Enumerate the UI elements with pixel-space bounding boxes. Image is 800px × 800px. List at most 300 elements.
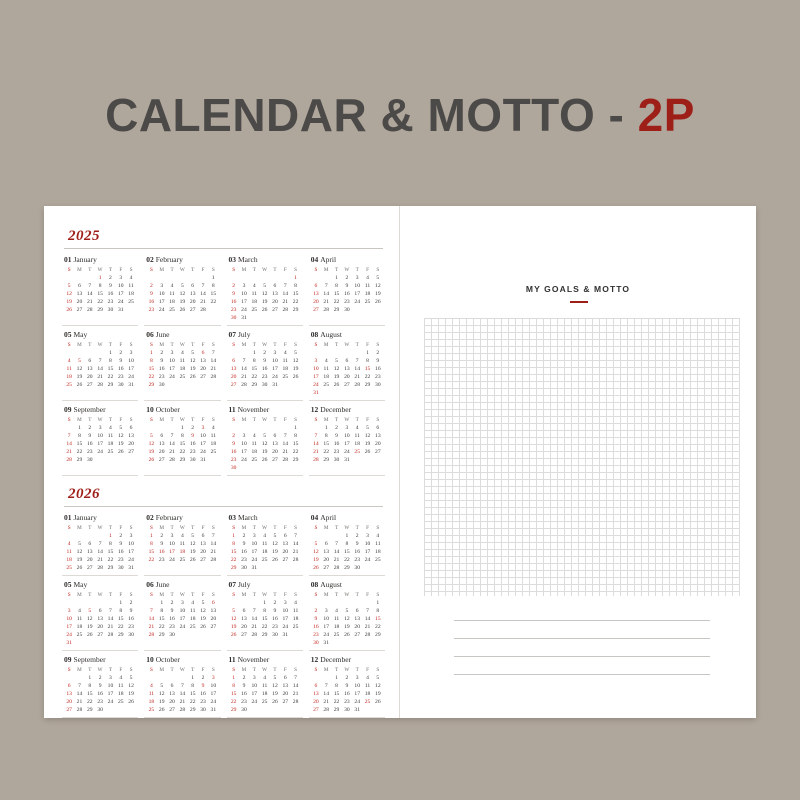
day-cell: 24 [169, 374, 175, 380]
day-cell: 4 [263, 675, 267, 681]
day-cell: 24 [200, 449, 206, 455]
day-cell: 4 [366, 675, 369, 681]
month-heading [64, 513, 136, 522]
day-cell: 17 [313, 374, 319, 380]
weekday-label: S [314, 267, 318, 273]
day-cell: 12 [313, 549, 319, 555]
day-cell: 17 [210, 691, 217, 697]
day-cell: 19 [313, 557, 319, 563]
day-blank [188, 274, 198, 282]
day-cell: 10 [169, 358, 175, 364]
day-cell: 17 [354, 691, 360, 697]
day-cell: 21 [323, 699, 330, 705]
day-cell: 8 [88, 683, 92, 689]
day-cell: 16 [148, 299, 155, 305]
day-cell: 19 [117, 441, 124, 447]
month-cell [144, 578, 220, 651]
day-blank [146, 274, 156, 282]
day-cell: 26 [272, 557, 278, 563]
day-blank [342, 349, 352, 357]
month-heading [146, 580, 218, 589]
month-number: 03 [228, 513, 236, 522]
day-cell: 5 [201, 600, 205, 606]
day-cell: 21 [241, 374, 247, 380]
month-heading [229, 655, 301, 664]
day-cell: 2 [242, 675, 246, 681]
weekday-label: S [129, 667, 133, 673]
page-title-accent: 2P [637, 89, 695, 141]
day-cell: 17 [107, 691, 114, 697]
weekday-label: F [366, 342, 369, 348]
day-cell: 27 [200, 374, 206, 380]
weekday-label: T [252, 592, 256, 598]
month-name: September [73, 655, 106, 664]
day-cell: 17 [241, 449, 247, 455]
day-cell: 6 [78, 283, 81, 289]
day-cell: 25 [128, 299, 134, 305]
day-cell: 16 [117, 549, 124, 555]
day-cell: 14 [200, 291, 206, 297]
day-cell: 30 [117, 382, 124, 388]
day-cell: 25 [333, 632, 340, 638]
day-cell: 25 [354, 449, 360, 455]
day-cell: 19 [230, 624, 237, 630]
day-cell: 4 [67, 358, 71, 364]
day-cell: 9 [273, 608, 277, 614]
day-cell: 22 [148, 557, 155, 563]
day-cell: 10 [179, 608, 186, 614]
day-cell: 21 [97, 557, 103, 563]
grid-writing-area[interactable] [424, 318, 740, 596]
day-cell: 18 [292, 616, 299, 622]
day-cell: 14 [241, 366, 247, 372]
day-cell: 19 [128, 691, 134, 697]
weekday-label: T [170, 342, 174, 348]
day-cell: 29 [107, 382, 114, 388]
day-cell: 17 [169, 366, 175, 372]
day-grid [311, 524, 383, 572]
day-cell: 2 [88, 425, 92, 431]
weekday-label: T [88, 417, 92, 423]
weekday-label: S [232, 417, 236, 423]
weekday-label: S [149, 267, 153, 273]
day-cell: 7 [211, 533, 215, 539]
day-cell: 1 [263, 600, 267, 606]
month-cell [62, 328, 138, 401]
day-cell: 27 [272, 457, 278, 463]
day-cell: 30 [261, 382, 268, 388]
day-cell: 31 [272, 382, 278, 388]
day-cell: 1 [232, 533, 236, 539]
day-cell: 21 [292, 691, 299, 697]
month-heading [146, 405, 218, 414]
day-cell: 9 [314, 616, 318, 622]
day-cell: 18 [210, 441, 217, 447]
day-blank [64, 599, 74, 607]
day-cell: 20 [189, 299, 196, 305]
note-line[interactable] [454, 638, 710, 639]
weekday-label: W [97, 267, 103, 273]
day-cell: 30 [189, 457, 196, 463]
month-cell [144, 511, 220, 576]
day-cell: 18 [189, 616, 196, 622]
day-cell: 11 [128, 283, 134, 289]
day-cell: 1 [294, 275, 297, 281]
weekday-label: S [294, 525, 298, 531]
day-cell: 26 [179, 307, 186, 313]
day-cell: 3 [242, 433, 246, 439]
month-cell [144, 328, 220, 401]
day-blank [280, 424, 290, 432]
day-cell: 17 [272, 366, 278, 372]
day-blank [362, 599, 372, 607]
weekday-label: S [294, 267, 298, 273]
day-cell: 18 [261, 549, 268, 555]
day-cell: 29 [323, 457, 330, 463]
day-cell: 21 [210, 549, 217, 555]
day-cell: 20 [158, 449, 165, 455]
day-grid [146, 524, 218, 564]
day-cell: 13 [313, 691, 319, 697]
day-cell: 5 [294, 350, 297, 356]
day-cell: 21 [364, 624, 371, 630]
day-cell: 27 [97, 632, 103, 638]
day-cell: 14 [76, 691, 83, 697]
day-cell: 29 [97, 307, 103, 313]
day-cell: 8 [211, 283, 215, 289]
month-name: February [155, 513, 183, 522]
day-cell: 23 [158, 374, 165, 380]
day-cell: 6 [376, 425, 380, 431]
day-cell: 14 [210, 358, 217, 364]
day-cell: 14 [107, 616, 114, 622]
day-cell: 23 [313, 632, 319, 638]
day-cell: 21 [282, 299, 289, 305]
day-cell: 2 [201, 675, 205, 681]
day-cell: 9 [376, 358, 380, 364]
weekday-label: M [77, 267, 82, 273]
day-cell: 4 [283, 350, 287, 356]
day-cell: 24 [179, 624, 186, 630]
day-cell: 9 [242, 541, 246, 547]
day-cell: 22 [97, 299, 103, 305]
day-cell: 23 [272, 624, 278, 630]
day-cell: 24 [128, 374, 134, 380]
weekday-label: S [294, 592, 298, 598]
day-cell: 24 [66, 632, 72, 638]
day-cell: 15 [148, 549, 155, 555]
day-cell: 17 [344, 441, 350, 447]
day-cell: 20 [97, 624, 103, 630]
day-cell: 20 [87, 557, 93, 563]
day-cell: 15 [261, 616, 268, 622]
day-cell: 25 [148, 707, 155, 713]
weekday-label: M [323, 592, 329, 598]
day-cell: 12 [344, 616, 350, 622]
day-cell: 17 [128, 366, 134, 372]
weekday-label: W [179, 592, 185, 598]
weekday-label: T [108, 592, 113, 598]
weekday-label: S [232, 267, 236, 273]
month-cell [227, 403, 303, 476]
month-name: February [155, 255, 183, 264]
day-cell: 12 [261, 291, 268, 297]
day-cell: 14 [292, 683, 299, 689]
month-name: September [73, 405, 106, 414]
day-cell: 3 [201, 425, 205, 431]
day-cell: 2 [345, 675, 349, 681]
day-cell: 24 [251, 699, 258, 705]
day-blank [280, 274, 290, 282]
day-cell: 15 [333, 291, 340, 297]
month-cell [144, 403, 220, 476]
day-cell: 6 [273, 283, 277, 289]
month-number: 02 [146, 513, 154, 522]
weekday-label: S [294, 417, 298, 423]
day-cell: 15 [230, 691, 237, 697]
day-cell: 10 [66, 616, 72, 622]
day-cell: 5 [376, 675, 380, 681]
day-cell: 3 [366, 533, 369, 539]
day-cell: 13 [189, 291, 196, 297]
note-line[interactable] [454, 674, 710, 675]
day-cell: 6 [191, 283, 195, 289]
day-cell: 10 [251, 683, 258, 689]
day-cell: 6 [201, 350, 205, 356]
day-cell: 23 [333, 449, 340, 455]
day-cell: 21 [97, 374, 103, 380]
day-cell: 7 [283, 283, 287, 289]
day-cell: 12 [364, 433, 371, 439]
day-cell: 1 [324, 425, 328, 431]
weekday-label: W [179, 525, 185, 531]
day-cell: 30 [169, 632, 175, 638]
day-cell: 20 [375, 441, 381, 447]
month-number: 06 [146, 330, 154, 339]
day-cell: 28 [148, 632, 155, 638]
day-cell: 20 [272, 449, 278, 455]
weekday-label: S [294, 342, 298, 348]
weekday-label: T [88, 342, 92, 348]
day-cell: 30 [97, 707, 103, 713]
weekday-label: S [129, 417, 133, 423]
day-cell: 18 [251, 449, 258, 455]
month-heading [146, 255, 218, 264]
day-cell: 22 [323, 449, 330, 455]
day-cell: 27 [272, 307, 278, 313]
weekday-label: F [201, 267, 205, 273]
day-cell: 23 [241, 557, 247, 563]
weekday-label: M [241, 592, 247, 598]
day-cell: 25 [251, 457, 258, 463]
day-cell: 11 [261, 683, 268, 689]
day-cell: 27 [375, 449, 381, 455]
day-cell: 9 [201, 683, 205, 689]
day-cell: 18 [375, 549, 381, 555]
day-cell: 8 [191, 683, 195, 689]
note-line[interactable] [454, 656, 710, 657]
day-blank [239, 424, 249, 432]
calendar-year-block [62, 228, 385, 476]
day-cell: 25 [66, 565, 72, 571]
day-cell: 10 [128, 541, 134, 547]
day-blank [64, 424, 74, 432]
day-cell: 18 [148, 699, 155, 705]
day-cell: 18 [261, 691, 268, 697]
day-cell: 27 [128, 449, 134, 455]
weekday-label: T [191, 417, 195, 423]
weekday-label: W [97, 525, 103, 531]
day-cell: 5 [366, 425, 369, 431]
day-cell: 5 [314, 541, 318, 547]
day-cell: 11 [189, 608, 196, 614]
day-cell: 27 [169, 707, 175, 713]
weekday-label: M [323, 342, 329, 348]
weekday-label: T [334, 342, 339, 348]
weekday-label: S [129, 267, 133, 273]
weekday-label: T [191, 267, 195, 273]
day-cell: 6 [211, 600, 215, 606]
month-heading [64, 255, 136, 264]
day-blank [85, 349, 95, 357]
day-cell: 21 [354, 374, 360, 380]
day-cell: 5 [88, 608, 92, 614]
day-cell: 14 [282, 441, 289, 447]
day-cell: 28 [282, 457, 289, 463]
day-cell: 24 [251, 557, 258, 563]
day-cell: 16 [230, 449, 237, 455]
day-cell: 19 [148, 449, 155, 455]
day-cell: 1 [211, 275, 215, 281]
day-cell: 7 [180, 683, 184, 689]
day-blank [85, 599, 95, 607]
day-cell: 4 [294, 600, 297, 606]
day-cell: 10 [200, 433, 206, 439]
day-cell: 15 [364, 366, 371, 372]
day-cell: 13 [230, 366, 237, 372]
day-cell: 13 [210, 608, 217, 614]
day-blank [74, 274, 84, 282]
weekday-label: M [159, 267, 165, 273]
note-lines-area[interactable] [454, 620, 710, 692]
weekday-label: W [262, 592, 268, 598]
day-cell: 19 [364, 441, 371, 447]
month-name: December [320, 655, 352, 664]
month-grid [62, 253, 385, 476]
day-cell: 12 [189, 541, 196, 547]
day-cell: 4 [252, 433, 256, 439]
day-blank [259, 274, 269, 282]
day-cell: 28 [76, 707, 83, 713]
day-cell: 31 [344, 457, 350, 463]
day-cell: 19 [189, 549, 196, 555]
day-cell: 15 [148, 366, 155, 372]
day-cell: 13 [76, 291, 83, 297]
day-cell: 28 [97, 565, 103, 571]
day-cell: 13 [282, 683, 289, 689]
day-cell: 30 [230, 465, 237, 471]
day-cell: 6 [314, 283, 318, 289]
weekday-label: M [159, 525, 165, 531]
day-cell: 28 [292, 699, 299, 705]
day-cell: 26 [87, 632, 93, 638]
weekday-label: S [314, 342, 318, 348]
day-cell: 13 [344, 366, 350, 372]
weekday-label: S [232, 525, 236, 531]
month-heading [64, 405, 136, 414]
weekday-label: F [119, 592, 123, 598]
day-cell: 10 [210, 683, 217, 689]
weekday-label: S [314, 417, 318, 423]
day-cell: 26 [364, 449, 371, 455]
day-cell: 4 [129, 275, 133, 281]
day-cell: 24 [241, 307, 247, 313]
day-cell: 28 [66, 457, 72, 463]
day-cell: 23 [87, 449, 93, 455]
day-cell: 12 [117, 433, 124, 439]
day-cell: 1 [191, 675, 195, 681]
day-cell: 22 [333, 699, 340, 705]
day-cell: 27 [200, 557, 206, 563]
day-cell: 7 [98, 541, 102, 547]
day-cell: 1 [119, 600, 123, 606]
day-cell: 21 [76, 699, 83, 705]
day-cell: 27 [87, 382, 93, 388]
day-cell: 11 [333, 616, 340, 622]
weekday-label: T [273, 267, 277, 273]
day-cell: 9 [345, 683, 349, 689]
day-cell: 5 [160, 683, 164, 689]
day-cell: 10 [251, 541, 258, 547]
month-number: 10 [146, 405, 154, 414]
day-cell: 27 [354, 632, 360, 638]
weekday-label: S [211, 267, 215, 273]
day-cell: 23 [344, 699, 350, 705]
day-cell: 10 [313, 366, 319, 372]
day-cell: 3 [119, 275, 123, 281]
day-blank [74, 349, 84, 357]
weekday-label: M [241, 667, 247, 673]
day-cell: 1 [376, 600, 380, 606]
weekday-label: S [294, 667, 298, 673]
day-cell: 13 [200, 358, 206, 364]
day-cell: 2 [314, 608, 318, 614]
day-cell: 4 [180, 350, 184, 356]
weekday-label: W [344, 525, 350, 531]
day-cell: 7 [98, 358, 102, 364]
day-cell: 16 [313, 624, 319, 630]
day-cell: 16 [333, 441, 340, 447]
month-heading [311, 513, 383, 522]
day-cell: 2 [119, 533, 123, 539]
day-cell: 25 [107, 449, 114, 455]
day-cell: 17 [66, 624, 72, 630]
day-cell: 30 [333, 457, 340, 463]
day-cell: 28 [97, 382, 103, 388]
day-cell: 13 [200, 541, 206, 547]
weekday-label: T [252, 667, 256, 673]
weekday-label: S [129, 342, 133, 348]
day-cell: 1 [366, 350, 369, 356]
day-grid [229, 524, 301, 572]
weekday-label: T [273, 342, 277, 348]
day-blank [311, 532, 321, 540]
weekday-label: S [376, 525, 380, 531]
day-cell: 18 [251, 299, 258, 305]
note-line[interactable] [454, 620, 710, 621]
day-cell: 7 [242, 358, 246, 364]
day-cell: 9 [160, 358, 164, 364]
